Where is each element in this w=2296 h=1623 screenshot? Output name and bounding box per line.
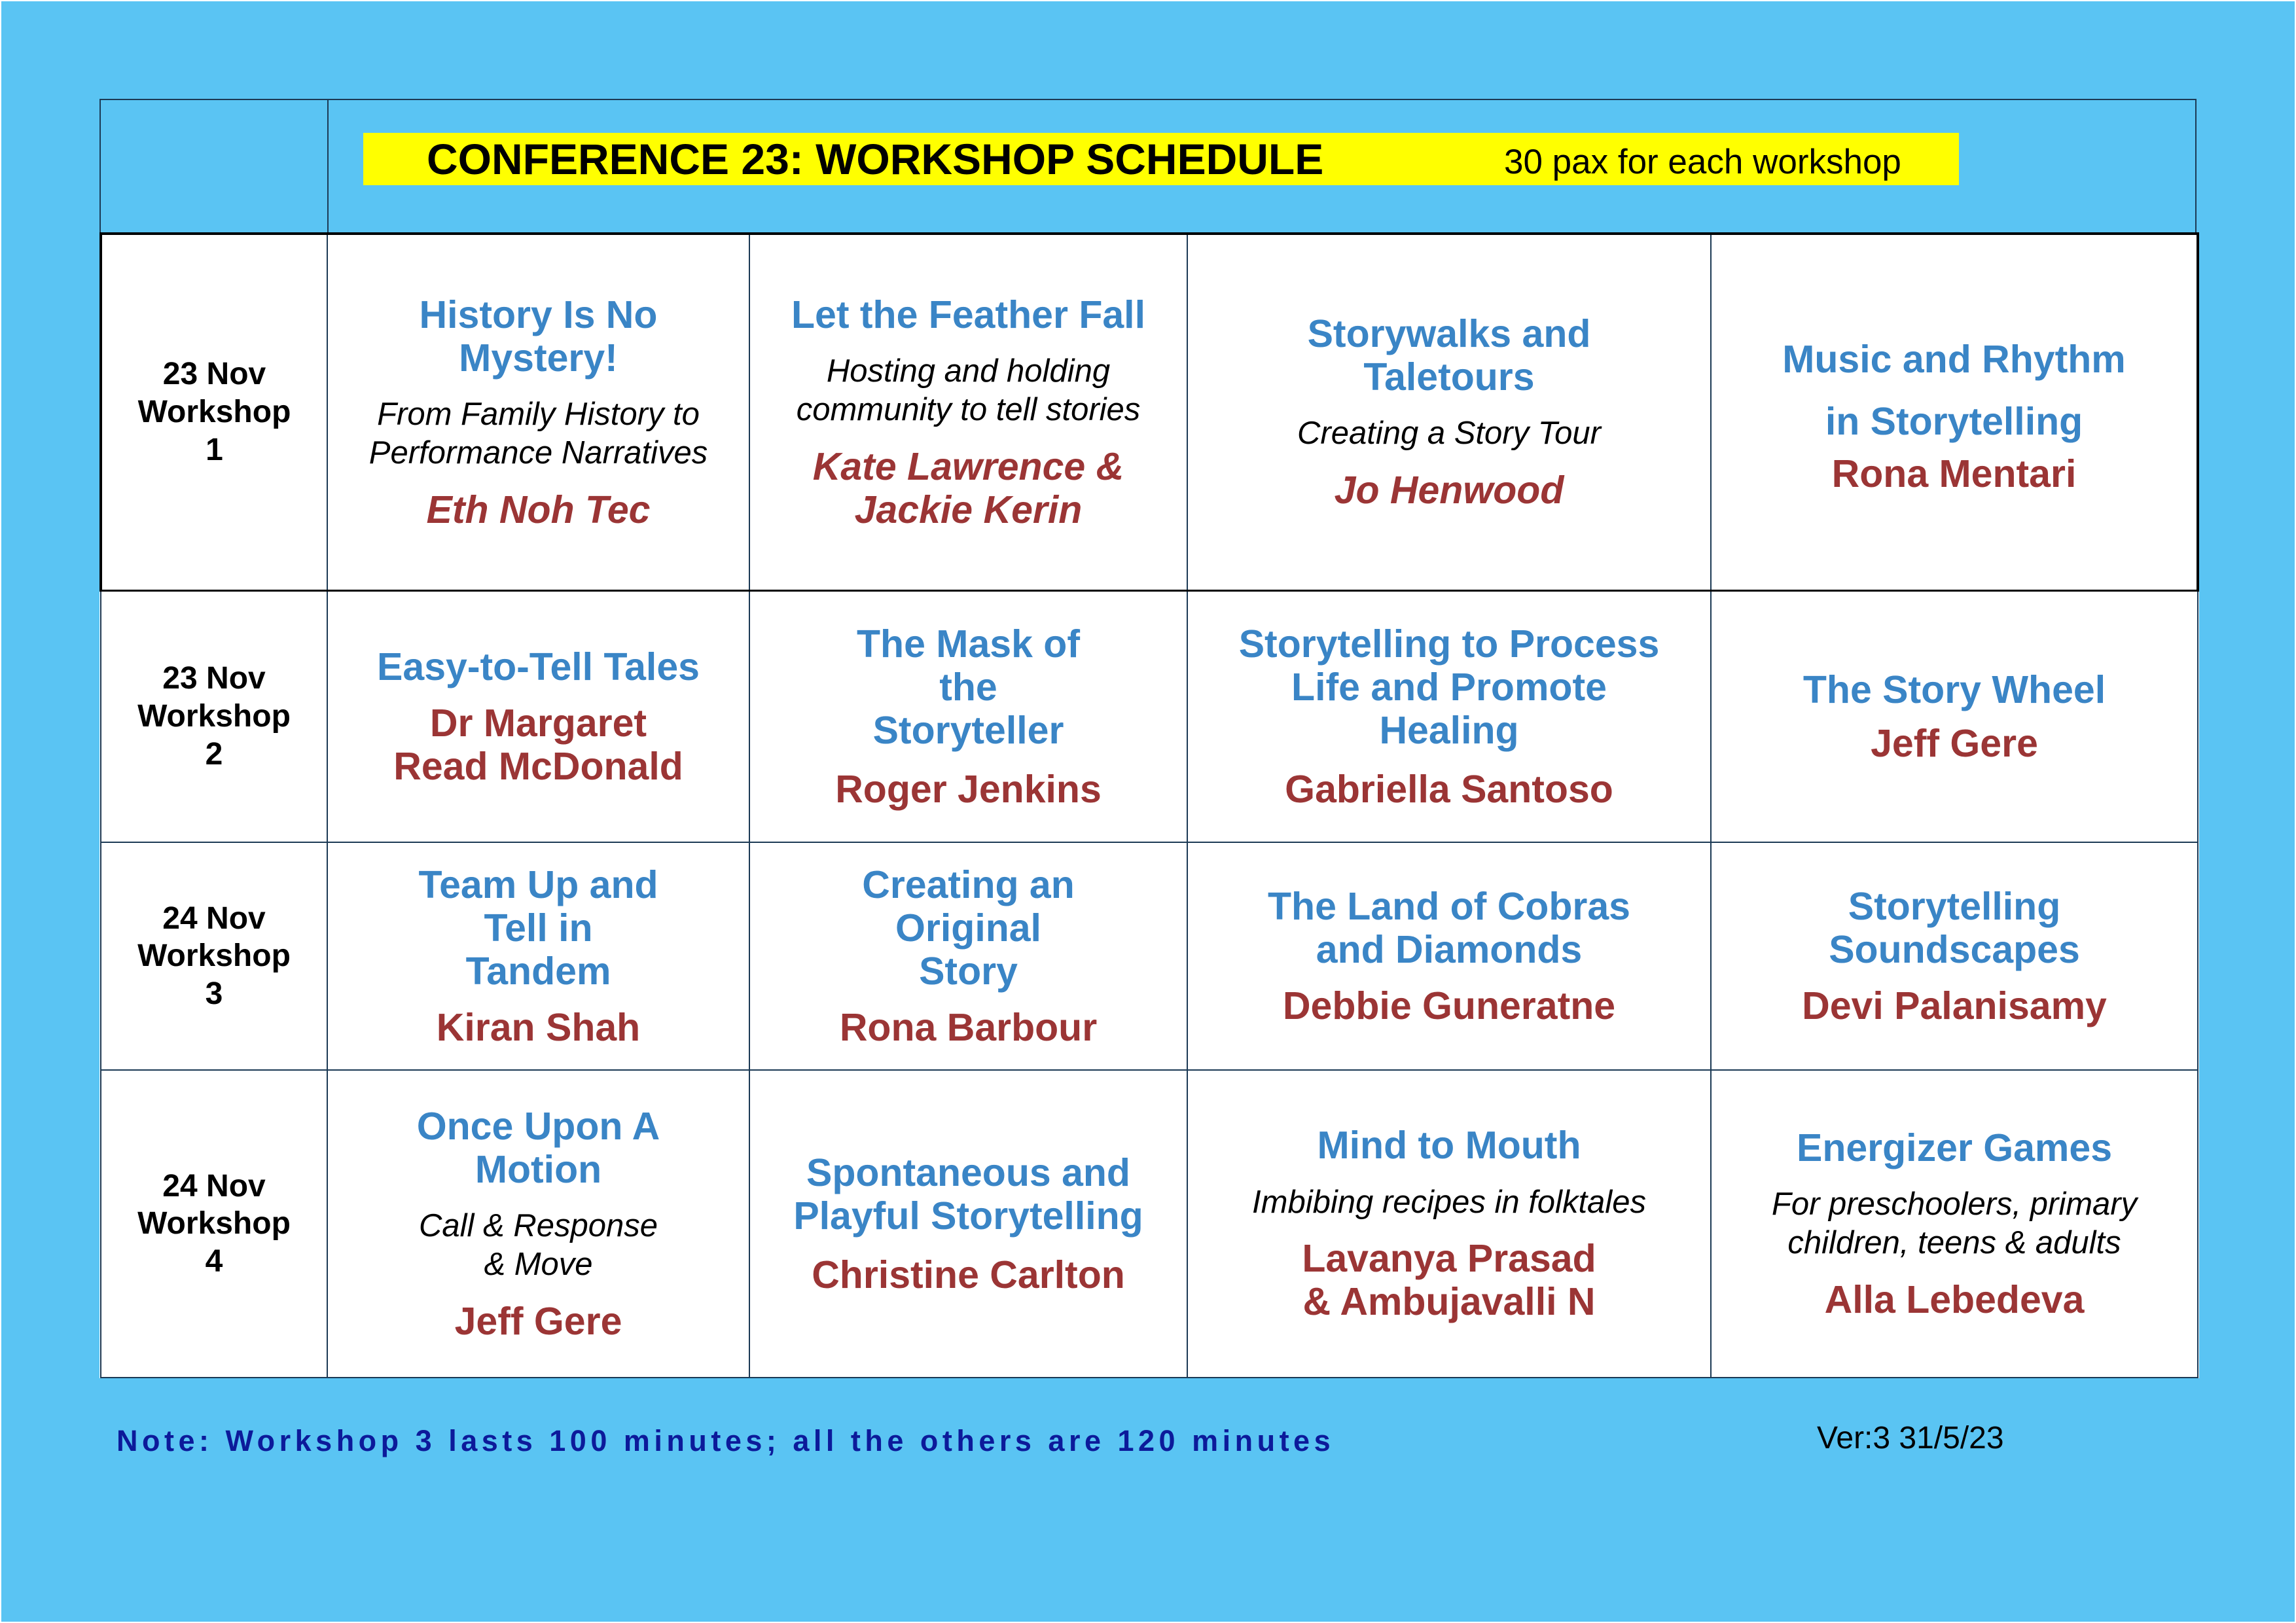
workshop-subtitle: Call & Response & Move: [419, 1208, 658, 1283]
workshop-title: Team Up and Tell in Tandem: [418, 863, 658, 993]
workshop-title: Easy-to-Tell Tales: [377, 645, 700, 688]
day-date: 24 Nov: [162, 1168, 266, 1204]
workshop-label: Workshop: [137, 938, 291, 974]
workshop-presenter: Debbie Guneratne: [1282, 984, 1616, 1028]
workshop-subtitle: From Family History to Performance Narratives: [368, 396, 708, 471]
workshop-cell: [1187, 590, 1711, 842]
workshop-title: Spontaneous and Playful Storytelling: [793, 1150, 1143, 1238]
day-date: 23 Nov: [162, 357, 266, 392]
workshop-presenter: Devi Palanisamy: [1802, 984, 2107, 1028]
workshop-presenter: Rona Mentari: [1831, 452, 2077, 496]
workshop-presenter: Roger Jenkins: [835, 767, 1102, 811]
version-label: Ver:3 31/5/23: [1817, 1421, 2004, 1455]
workshop-subtitle: Hosting and holding community to tell stories: [796, 353, 1141, 427]
workshop-presenter: Kiran Shah: [436, 1006, 641, 1050]
footer-note: Note: Workshop 3 lasts 100 minutes; all the others are 120 minutes: [117, 1424, 1335, 1457]
workshop-cell: [749, 590, 1187, 842]
workshop-title: The Story Wheel: [1803, 668, 2106, 711]
workshop-title: Mind to Mouth: [1317, 1124, 1581, 1168]
capacity-note: 30 pax for each workshop: [1504, 143, 1901, 181]
workshop-presenter: Eth Noh Tec: [426, 488, 651, 531]
workshop-presenter: Gabriella Santoso: [1285, 767, 1613, 811]
workshop-title: History Is No Mystery!: [419, 293, 658, 380]
workshop-presenter: Jeff Gere: [454, 1299, 622, 1343]
workshop-presenter: Jo Henwood: [1334, 469, 1564, 512]
workshop-presenter: Rona Barbour: [839, 1006, 1098, 1050]
workshop-number: 4: [205, 1243, 223, 1279]
workshop-title: The Mask of the Storyteller: [857, 622, 1080, 752]
workshop-cell: [1711, 590, 2198, 842]
workshop-subtitle: For preschoolers, primary children, teens & adults: [1771, 1186, 2138, 1260]
workshop-cell: [327, 1070, 749, 1378]
workshop-title: Creating an Original Story: [862, 863, 1075, 993]
row-label-cell: [101, 590, 327, 842]
workshop-cell: [1187, 234, 1711, 590]
row-label-cell: [101, 1070, 327, 1378]
table-row: [101, 590, 2198, 842]
table-row: [101, 842, 2198, 1070]
workshop-cell: [1711, 234, 2198, 590]
workshop-subtitle: Imbibing recipes in folktales: [1252, 1184, 1646, 1220]
table-row: [101, 234, 2198, 590]
header-divider: [327, 100, 329, 233]
day-date: 23 Nov: [162, 661, 266, 696]
workshop-cell: [749, 1070, 1187, 1378]
workshop-cell: [327, 234, 749, 590]
workshop-presenter: Christine Carlton: [812, 1253, 1125, 1297]
schedule-table: [99, 232, 2199, 1378]
workshop-title: Once Upon A Motion: [416, 1105, 660, 1192]
workshop-presenter: Jeff Gere: [1871, 721, 2038, 765]
workshop-subtitle: Creating a Story Tour: [1297, 416, 1601, 452]
workshop-number: 3: [205, 976, 223, 1011]
workshop-title: The Land of Cobras and Diamonds: [1268, 884, 1630, 971]
workshop-presenter: Alla Lebedeva: [1824, 1277, 2085, 1321]
workshop-cell: [1711, 1070, 2198, 1378]
workshop-cell: [1711, 842, 2198, 1070]
workshop-title: Energizer Games: [1796, 1126, 2113, 1170]
day-date: 24 Nov: [162, 901, 266, 936]
workshop-title: Let the Feather Fall: [791, 293, 1145, 336]
workshop-label: Workshop: [137, 1206, 291, 1241]
workshop-presenter: Kate Lawrence & Jackie Kerin: [812, 444, 1124, 531]
workshop-cell: [1187, 1070, 1711, 1378]
workshop-label: Workshop: [137, 394, 291, 429]
workshop-number: 1: [206, 432, 223, 467]
workshop-presenter: Dr Margaret Read McDonald: [393, 701, 683, 788]
workshop-title: Storywalks and Taletours: [1307, 312, 1591, 399]
page-title: CONFERENCE 23: WORKSHOP SCHEDULE: [427, 135, 1324, 183]
workshop-cell: [1187, 842, 1711, 1070]
workshop-title: Storytelling Soundscapes: [1829, 884, 2080, 971]
row-label-cell: [101, 234, 327, 590]
workshop-cell: [749, 234, 1187, 590]
workshop-cell: [327, 590, 749, 842]
workshop-cell: [749, 842, 1187, 1070]
table-row: [101, 1070, 2198, 1378]
workshop-cell: [327, 842, 749, 1070]
workshop-presenter: Lavanya Prasad & Ambujavalli N: [1302, 1237, 1596, 1324]
workshop-title: Music and Rhythm in Storytelling: [1782, 338, 2126, 443]
workshop-number: 2: [205, 736, 223, 772]
row-label-cell: [101, 842, 327, 1070]
workshop-title: Storytelling to Process Life and Promote Healing: [1238, 622, 1660, 752]
workshop-label: Workshop: [137, 698, 291, 734]
